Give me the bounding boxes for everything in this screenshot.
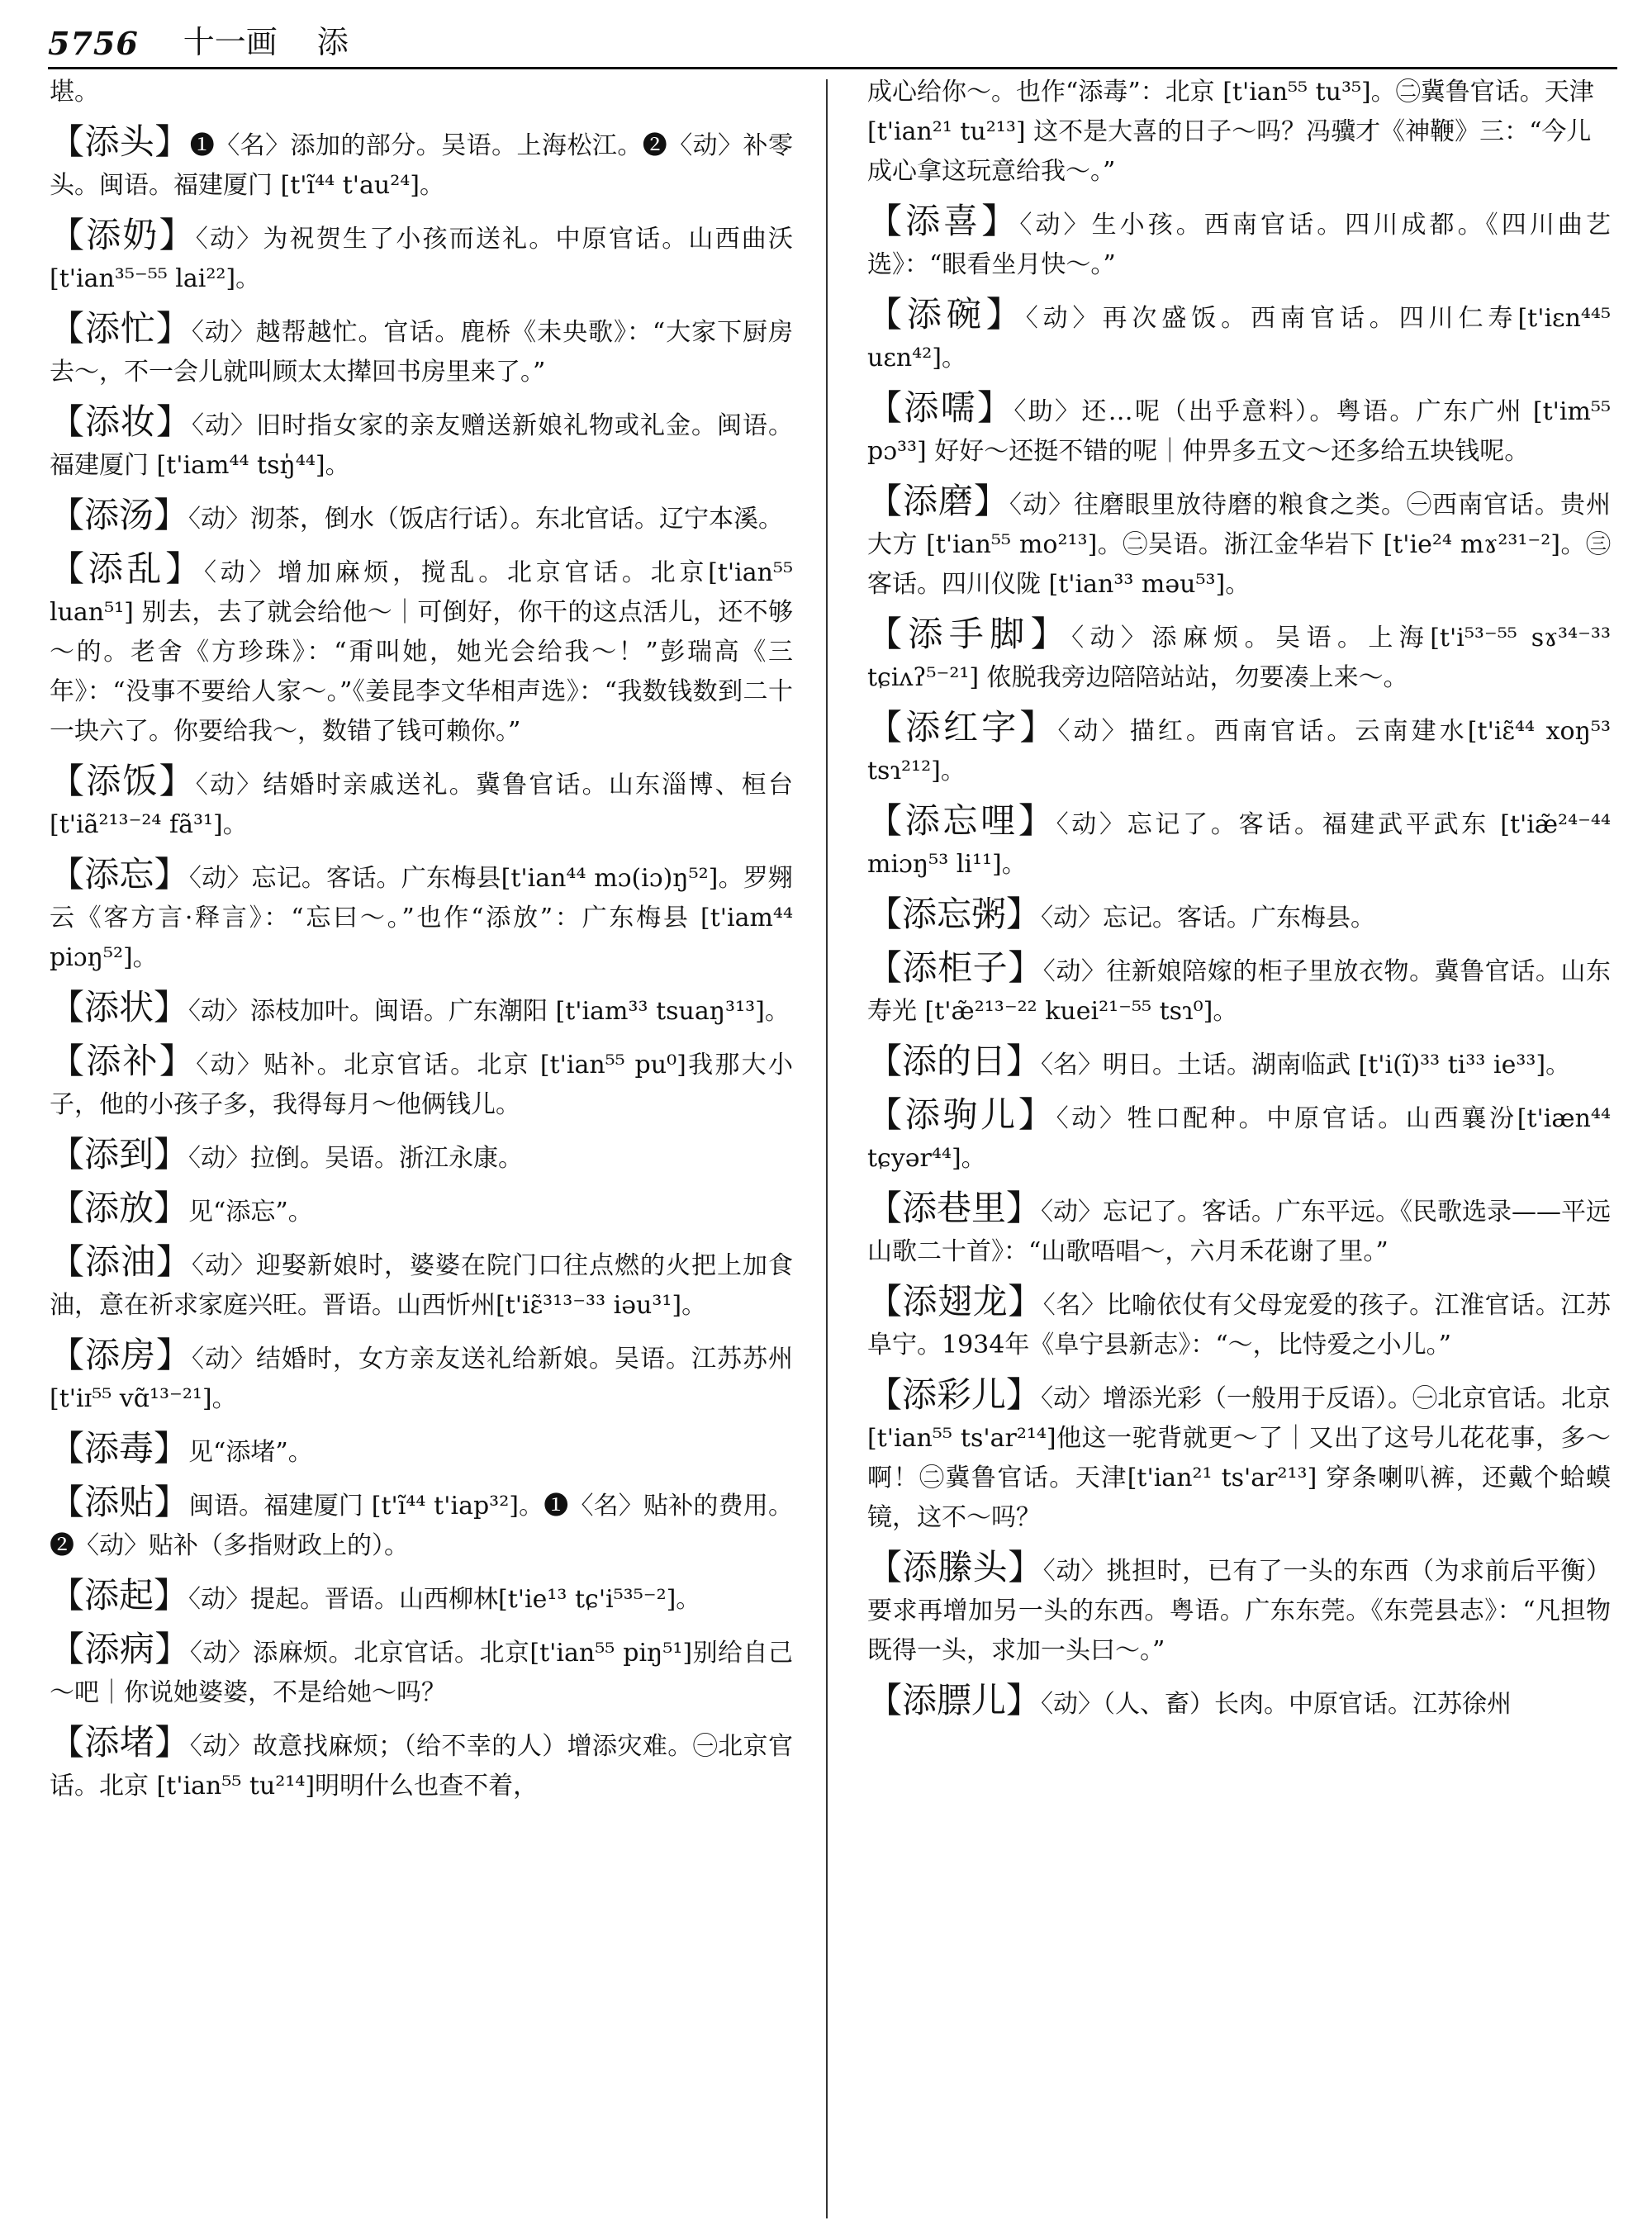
dictionary-entry: [867, 1041, 1611, 1085]
dictionary-entry: [867, 202, 1611, 285]
entry-definition: 〈动〉迎娶新娘时，婆婆在院门口往点燃的火把上加食油，意在祈求家庭兴旺。晋语。山西忻州[t'iɛ̃³¹³⁻³³ iəu³¹]。: [50, 1251, 793, 1320]
dictionary-entry: [867, 1095, 1611, 1179]
continuation-text: 堪。: [50, 78, 99, 107]
entry-headword: 【添喜】: [867, 201, 1020, 241]
page-header: [48, 17, 1617, 69]
dictionary-entry: [50, 216, 793, 299]
entry-headword: 【添彩儿】: [867, 1374, 1042, 1415]
dictionary-entry: [867, 1189, 1611, 1272]
dictionary-entry: [50, 496, 793, 539]
entry-definition: 〈动〉增加麻烦，搅乱。北京官话。北京[t'ian⁵⁵ luan⁵¹] 别去，去了就会给他～｜可倒好，你干的这点活儿，还不够～的。老舍《方珍珠》：“甭叫她，她光会给我～！”彭瑞高《三年》：“没事不要给人家～。”《姜昆李文华相声选》：“我数钱数到二十一块六了。你要给我～，数错了钱可赖你。”: [50, 558, 793, 746]
entry-definition: 〈动〉越帮越忙。官话。鹿桥《未央歌》：“大家下厨房去～，不一会儿就叫顾太太撵回书房里来了。”: [50, 318, 793, 387]
entry-headword: 【添红字】: [867, 707, 1058, 747]
dictionary-entry: [867, 614, 1611, 698]
entry-headword: 【添毒】: [50, 1428, 189, 1468]
dictionary-entry: [50, 549, 793, 752]
dictionary-entry: [50, 1189, 793, 1232]
column-divider: [826, 79, 828, 2218]
entry-definition: 〈动〉旧时指女家的亲友赠送新娘礼物或礼金。闽语。福建厦门 [t'iam⁴⁴ tsŋ̍⁴⁴]。: [50, 411, 793, 480]
entry-definition: 〈动〉添枝加叶。闽语。广东潮阳 [t'iam³³ tsuaŋ³¹³]。: [188, 997, 790, 1026]
dictionary-entry: [50, 122, 793, 206]
entry-definition: 〈动〉忘记。客话。广东梅县[t'ian⁴⁴ mɔ(iɔ)ŋ⁵²]。罗翙云《客方言·释言》：“忘曰～。”也作“添放”：广东梅县 [t'iam⁴⁴ piɔŋ⁵²]。: [50, 864, 793, 972]
entry-headword: 【添奶】: [50, 215, 196, 255]
entry-definition: 〈动〉挑担时，已有了一头的东西（为求前后平衡）要求再增加另一头的东西。粤语。广东东莞。《东莞县志》：“凡担物既得一头，求加一头曰～。”: [867, 1557, 1611, 1665]
entry-definition: 〈动〉往新娘陪嫁的柜子里放衣物。冀鲁官话。山东寿光 [t'æ̃²¹³⁻²² kuei²¹⁻⁵⁵ tsɿ⁰]。: [867, 957, 1611, 1026]
entry-headword: 【添忙】: [50, 308, 192, 349]
dictionary-entry: [50, 988, 793, 1032]
dictionary-entry: [50, 1723, 793, 1806]
dictionary-entry: [50, 1429, 793, 1473]
dictionary-entry: [50, 762, 793, 845]
page-number: 5756: [48, 25, 139, 62]
entry-definition: 〈动〉描红。西南官话。云南建水[t'iɛ̃⁴⁴ xoŋ⁵³ tsɿ²¹²]。: [867, 717, 1611, 785]
entry-headword: 【添翅龙】: [867, 1281, 1043, 1321]
dictionary-entry: [867, 1282, 1611, 1365]
dictionary-entry: [50, 1483, 793, 1566]
entry-definition: 〈动〉再次盛饭。西南官话。四川仁寿[t'iɛn⁴⁴⁵ uɛn⁴²]。: [867, 304, 1611, 372]
entry-definition: 〈动〉沏茶，倒水（饭店行话）。东北官话。辽宁本溪。: [188, 505, 784, 534]
entry-definition: 〈动〉增添光彩（一般用于反语）。㊀北京官话。北京 [t'ian⁵⁵ ts'ar²¹⁴]他这一驼背就更～了｜又出了这号儿花花事，多～啊！㊁冀鲁官话。天津[t'ian²¹ ts'ar²¹³] 穿条喇叭裤，还戴个蛤蟆镜，这不～吗？: [867, 1384, 1611, 1532]
entry-definition: 〈名〉明日。土话。湖南临武 [t'i(ĩ)³³ ti³³ ie³³]。: [1041, 1051, 1571, 1079]
entry-definition: 〈动〉（人、畜）长肉。中原官话。江苏徐州: [1041, 1690, 1512, 1719]
entry-definition: 〈动〉结婚时亲戚送礼。冀鲁官话。山东淄博、桓台 [t'iã²¹³⁻²⁴ fã³¹]。: [50, 771, 793, 839]
entry-headword: 【添放】: [50, 1188, 189, 1228]
entry-headword: 【添驹儿】: [867, 1094, 1056, 1135]
entry-headword: 【添油】: [50, 1241, 192, 1282]
dictionary-entry: [867, 801, 1611, 885]
entry-headword: 【添起】: [50, 1575, 189, 1616]
entry-headword: 【添妆】: [50, 401, 192, 442]
entry-headword: 【添柜子】: [867, 947, 1043, 988]
dictionary-entry: [867, 388, 1611, 472]
entry-headword: 【添碗】: [867, 294, 1026, 334]
entry-definition: 〈动〉往磨眼里放待磨的粮食之类。㊀西南官话。贵州大方 [t'ian⁵⁵ mo²¹³]。㊁吴语。浙江金华岩下 [t'ie²⁴ mɤ²³¹⁻²]。㊂客话。四川仪陇 [t'ian³³ məu⁵³]。: [867, 491, 1611, 599]
entry-definition: 见“添忘”。: [188, 1198, 313, 1226]
dictionary-entry: [50, 1576, 793, 1620]
index-character: 添: [316, 24, 349, 60]
entry-definition: 〈动〉结婚时，女方亲友送礼给新娘。吴语。江苏苏州 [t'iɪ⁵⁵ vɑ̃¹³⁻²¹]。: [50, 1345, 793, 1413]
entry-definition: 〈动〉生小孩。西南官话。四川成都。《四川曲艺选》：“眼看坐月快～。”: [867, 211, 1611, 279]
entry-definition: 〈助〉还…呢（出乎意料）。粤语。广东广州 [t'im⁵⁵ pɔ³³] 好好～还挺不错的呢｜仲畀多五文～还多给五块钱呢。: [867, 397, 1611, 466]
entry-headword: 【添忘】: [50, 854, 189, 894]
entry-headword: 【添嚅】: [867, 387, 1014, 428]
dictionary-entry: [50, 402, 793, 486]
dictionary-entry: [50, 1630, 793, 1713]
entry-definition: 〈动〉牲口配种。中原官话。山西襄汾[t'iæn⁴⁴ tɕyər⁴⁴]。: [867, 1104, 1611, 1173]
entry-list: [867, 202, 1611, 1725]
entry-headword: 【添堵】: [50, 1722, 190, 1763]
entry-headword: 【添手脚】: [867, 614, 1072, 654]
entry-headword: 【添縢头】: [867, 1547, 1043, 1587]
entry-definition: 〈动〉忘记了。客话。福建武平武东 [t'iæ̃²⁴⁻⁴⁴ miɔŋ⁵³ li¹¹]。: [867, 810, 1611, 879]
stroke-section: 十一画: [183, 24, 278, 60]
entry-definition: 见“添堵”。: [188, 1438, 313, 1467]
entry-definition: 〈名〉比喻依仗有父母宠爱的孩子。江淮官话。江苏阜宁。1934年《阜宁县新志》：“～，比恃爱之小儿。”: [867, 1291, 1611, 1359]
right-column: [867, 73, 1611, 2220]
entry-headword: 【添贴】: [50, 1482, 189, 1522]
entry-list: [50, 122, 793, 1806]
entry-headword: 【添到】: [50, 1134, 189, 1174]
entry-definition: 〈动〉故意找麻烦；（给不幸的人）增添灾难。㊀北京官话。北京 [t'ian⁵⁵ tu²¹⁴]明明什么也查不着，: [50, 1732, 793, 1801]
entry-headword: 【添状】: [50, 987, 189, 1027]
entry-definition: 〈动〉为祝贺生了小孩而送礼。中原官话。山西曲沃[t'ian³⁵⁻⁵⁵ lai²²]。: [50, 225, 793, 293]
dictionary-entry: [867, 295, 1611, 378]
entry-headword: 【添房】: [50, 1335, 192, 1375]
dictionary-entry: [867, 482, 1611, 605]
dictionary-entry: [867, 708, 1611, 791]
entry-headword: 【添饭】: [50, 761, 196, 801]
entry-headword: 【添补】: [50, 1041, 197, 1081]
dictionary-entry: [50, 309, 793, 392]
entry-definition: ❶〈名〉添加的部分。吴语。上海松江。❷〈动〉补零头。闽语。福建厦门 [t'ĩ⁴⁴ t'au²⁴]。: [50, 131, 793, 200]
dictionary-entry: [867, 1681, 1611, 1725]
entry-headword: 【添磨】: [867, 481, 1009, 521]
entry-definition: 〈动〉忘记。客话。广东梅县。: [1041, 904, 1376, 932]
dictionary-entry: [50, 1242, 793, 1326]
dictionary-entry: [50, 855, 793, 978]
entry-headword: 【添头】: [50, 121, 190, 162]
entry-headword: 【添的日】: [867, 1041, 1042, 1081]
entry-definition: 闽语。福建厦门 [t'ĩ⁴⁴ t'iap³²]。❶〈名〉贴补的费用。❷〈动〉贴补（多指财政上的）。: [50, 1492, 793, 1560]
entry-headword: 【添忘粥】: [867, 894, 1042, 934]
entry-definition: 〈动〉忘记了。客话。广东平远。《民歌选录——平远山歌二十首》：“山歌唔唱～，六月禾花谢了里。”: [867, 1198, 1611, 1266]
dictionary-entry: [867, 1375, 1611, 1538]
entry-definition: 〈动〉拉倒。吴语。浙江永康。: [188, 1144, 524, 1173]
entry-headword: 【添汤】: [50, 495, 189, 535]
dictionary-entry: [50, 1041, 793, 1125]
entry-definition: 〈动〉提起。晋语。山西柳林[t'ie¹³ tɕ'i⁵³⁵⁻²]。: [188, 1585, 701, 1614]
entry-definition: 〈动〉添麻烦。吴语。上海[t'i⁵³⁻⁵⁵ sɤ³⁴⁻³³ tɕiʌʔ⁵⁻²¹] 侬脱我旁边陪陪站站，勿要凑上来～。: [867, 624, 1611, 692]
dictionary-entry: [50, 1336, 793, 1419]
dictionary-entry: [50, 1135, 793, 1179]
left-column: [50, 73, 793, 2220]
entry-definition: 〈动〉添麻烦。北京官话。北京[t'ian⁵⁵ piŋ⁵¹]别给自己～吧｜你说她婆婆，不是给她～吗？: [50, 1639, 793, 1707]
entry-definition: 〈动〉贴补。北京官话。北京 [t'ian⁵⁵ pu⁰]我那大小子，他的小孩子多，我得每月～他俩钱儿。: [50, 1051, 793, 1119]
entry-headword: 【添忘哩】: [867, 800, 1056, 841]
continuation-text: 成心给你～。也作“添毒”：北京 [t'ian⁵⁵ tu³⁵]。㊁冀鲁官话。天津 [t'ian²¹ tu²¹³] 这不是大喜的日子～吗？冯骥才《神鞭》三：“今儿成心拿这玩意给我～。”: [867, 78, 1594, 186]
entry-headword: 【添病】: [50, 1629, 190, 1669]
entry-headword: 【添膘儿】: [867, 1680, 1042, 1720]
entry-headword: 【添巷里】: [867, 1188, 1042, 1228]
entry-headword: 【添乱】: [50, 548, 204, 589]
dictionary-entry: [867, 894, 1611, 938]
dictionary-entry: [867, 1548, 1611, 1671]
dictionary-entry: [867, 948, 1611, 1032]
